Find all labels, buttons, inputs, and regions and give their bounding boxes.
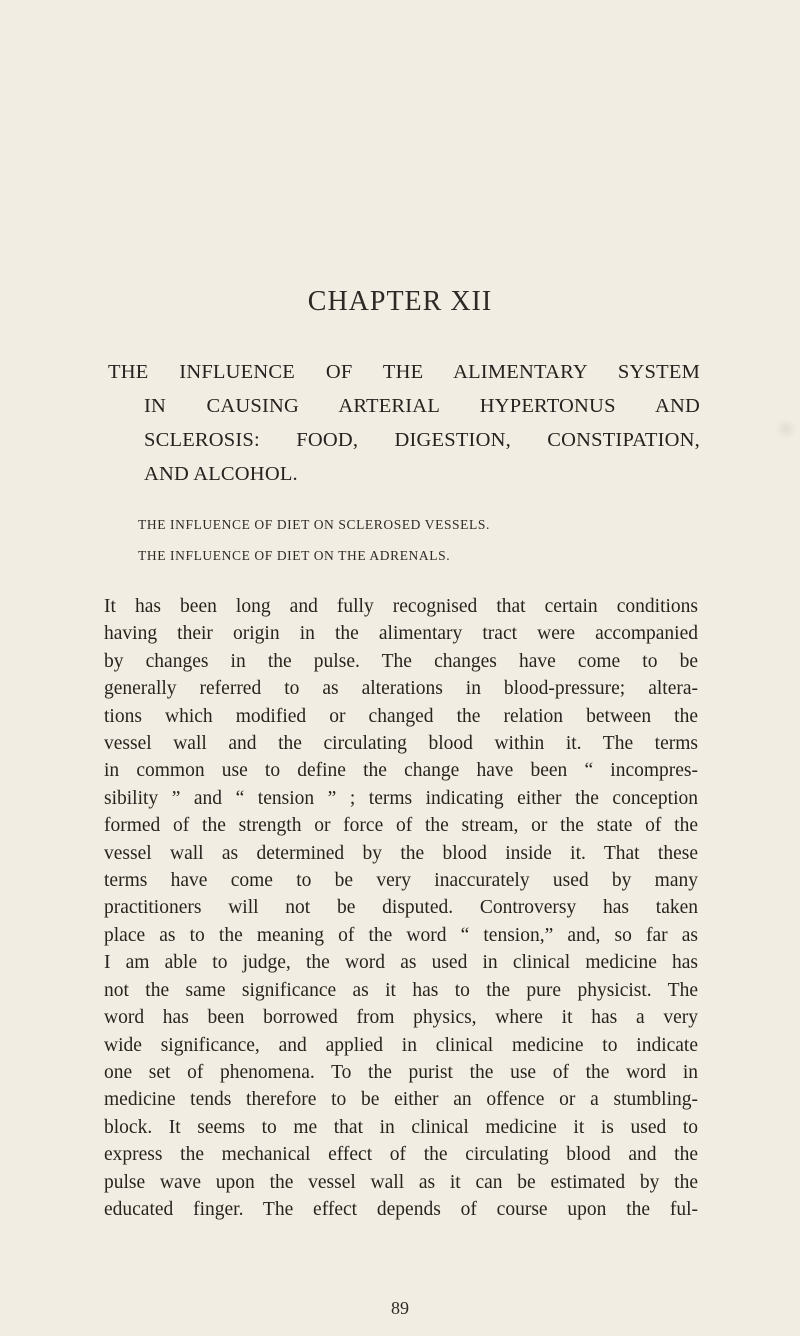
body-line: formed of the strength or force of the stream, or the state of the <box>104 815 698 837</box>
body-line: by changes in the pulse. The changes have come to be <box>104 650 698 672</box>
page-number: 89 <box>391 1298 409 1318</box>
body-line: I am able to judge, the word as used in clinical medicine has <box>104 952 698 974</box>
body-line: vessel wall as determined by the blood inside it. That these <box>104 842 698 864</box>
chapter-heading <box>110 355 700 491</box>
body-line: tions which modified or changed the relation between the <box>104 705 698 727</box>
body-line: It has been long and fully recognised that certain conditions <box>104 596 698 617</box>
body-line: having their origin in the alimentary tract were accompanied <box>104 623 698 645</box>
heading-line: IN CAUSING ARTERIAL HYPERTONUS AND <box>144 395 700 417</box>
body-line: word has been borrowed from physics, where it has a very <box>104 1007 698 1029</box>
body-line: terms have come to be very inaccurately used by many <box>104 870 698 892</box>
body-line: generally referred to as alterations in blood-pressure; altera- <box>104 678 698 700</box>
body-line: vessel wall and the circulating blood within it. The terms <box>104 733 698 755</box>
body-line: one set of phenomena. To the purist the use of the word in <box>104 1061 698 1083</box>
sub-headings <box>138 509 490 571</box>
body-line: sibility ” and “ tension ” ; terms indicating either the conception <box>104 787 698 809</box>
body-line: practitioners will not be disputed. Controversy has taken <box>104 897 698 919</box>
body-line: not the same significance as it has to the pure physicist. The <box>104 979 698 1001</box>
heading-line: AND ALCOHOL. <box>144 463 298 485</box>
page-smudge <box>775 418 797 440</box>
heading-line: SCLEROSIS: FOOD, DIGESTION, CONSTIPATION, <box>144 429 700 451</box>
body-line: express the mechanical effect of the circulating blood and the <box>104 1144 698 1166</box>
body-line: in common use to define the change have been “ incompres- <box>104 760 698 782</box>
chapter-title: CHAPTER XII <box>307 286 493 317</box>
sub-heading: THE INFLUENCE OF DIET ON SCLEROSED VESSELS. <box>138 517 490 532</box>
body-line: wide significance, and applied in clinical medicine to indicate <box>104 1034 698 1056</box>
body-line: medicine tends therefore to be either an offence or a stumbling- <box>104 1089 698 1111</box>
heading-line: THE INFLUENCE OF THE ALIMENTARY SYSTEM <box>108 361 700 383</box>
body-line: place as to the meaning of the word “ tension,” and, so far as <box>104 924 698 946</box>
body-paragraph <box>104 593 698 1223</box>
body-line: block. It seems to me that in clinical medicine it is used to <box>104 1116 698 1138</box>
sub-heading: THE INFLUENCE OF DIET ON THE ADRENALS. <box>138 548 451 563</box>
body-line: pulse wave upon the vessel wall as it can be estimated by the <box>104 1171 698 1193</box>
body-line: educated finger. The effect depends of course upon the ful- <box>104 1198 698 1220</box>
